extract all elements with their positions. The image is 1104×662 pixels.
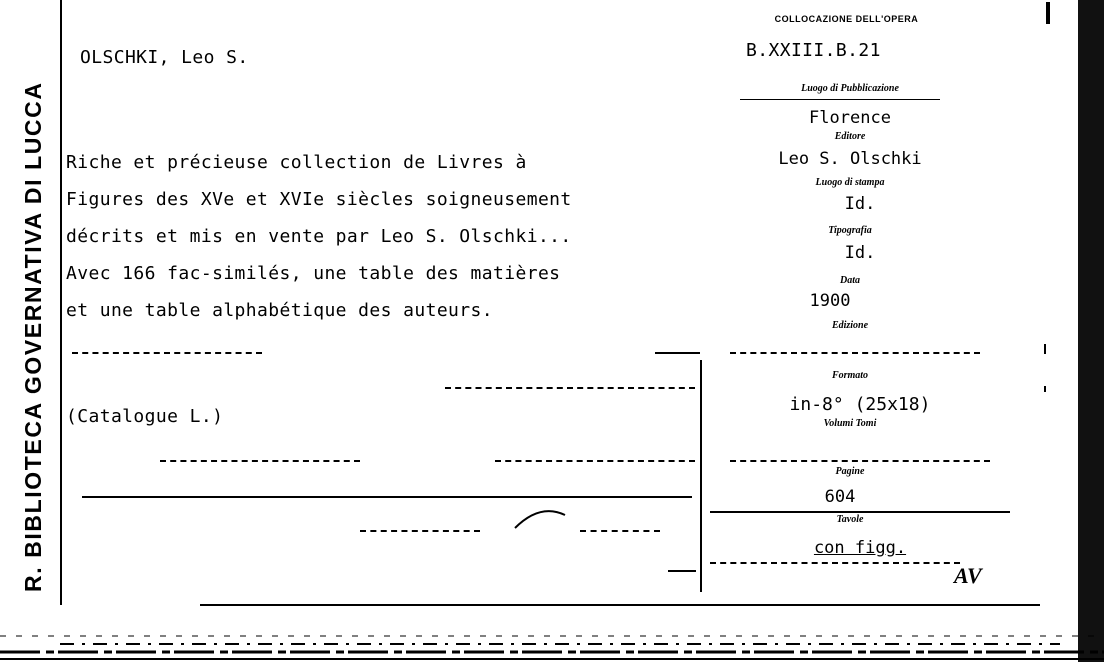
printer-label: Tipografia bbox=[828, 225, 872, 236]
ruled-line bbox=[730, 352, 980, 354]
title-line-1: Riche et précieuse collection de Livres à bbox=[66, 152, 527, 173]
title-line-3: décrits et mis en vente par Leo S. Olschki... bbox=[66, 226, 572, 247]
collocation-value: B.XXIII.B.21 bbox=[746, 40, 881, 61]
publisher-label: Editore bbox=[834, 131, 866, 142]
ruled-line bbox=[730, 460, 990, 462]
hole-punch-mark bbox=[1046, 2, 1050, 24]
printer-value: Id. bbox=[844, 243, 876, 263]
series-note: (Catalogue L.) bbox=[66, 406, 224, 427]
date-label: Data bbox=[840, 275, 860, 286]
collocation-label: COLLOCAZIONE DELL'OPERA bbox=[774, 14, 919, 24]
column-divider bbox=[700, 360, 702, 592]
field-rule bbox=[740, 99, 940, 100]
scan-edge-noise bbox=[0, 632, 1104, 662]
speck-mark bbox=[1044, 344, 1046, 354]
printing-place-label: Luogo di stampa bbox=[815, 177, 885, 188]
library-sidebar-label: R. BIBLIOTECA GOVERNATIVA DI LUCCA bbox=[20, 81, 46, 592]
ruled-line bbox=[360, 530, 480, 532]
plates-value: con figg. bbox=[813, 538, 907, 558]
author-heading: OLSCHKI, Leo S. bbox=[80, 47, 249, 68]
publisher-value: Leo S. Olschki bbox=[778, 149, 922, 169]
ruled-line bbox=[710, 562, 960, 564]
printing-place-value: Id. bbox=[844, 194, 876, 214]
ruled-line bbox=[668, 570, 696, 572]
title-line-4: Avec 166 fac-similés, une table des matières bbox=[66, 263, 561, 284]
pages-label: Pagine bbox=[835, 466, 865, 477]
edition-label: Edizione bbox=[831, 320, 869, 331]
pages-value: 604 bbox=[824, 487, 856, 507]
handwritten-mark: AV bbox=[954, 563, 982, 588]
format-label: Formato bbox=[831, 370, 869, 381]
ruled-line bbox=[580, 530, 660, 532]
volumes-label: Volumi Tomi bbox=[823, 418, 877, 429]
ruled-line bbox=[710, 511, 1010, 513]
stamp-arc bbox=[510, 503, 570, 533]
date-value: 1900 bbox=[809, 291, 851, 311]
card-edge-shadow bbox=[1078, 0, 1104, 662]
place-label: Luogo di Pubblicazione bbox=[801, 83, 899, 94]
left-margin-rule bbox=[60, 0, 62, 605]
ruled-line bbox=[655, 352, 700, 354]
title-line-2: Figures des XVe et XVIe siècles soigneusement bbox=[66, 189, 572, 210]
place-value: Florence bbox=[809, 108, 891, 128]
bottom-rule bbox=[200, 604, 1040, 606]
format-value: in-8° (25x18) bbox=[789, 394, 931, 415]
title-line-5: et une table alphabétique des auteurs. bbox=[66, 300, 494, 321]
ruled-line bbox=[445, 387, 695, 389]
ruled-line bbox=[72, 352, 262, 354]
speck-mark bbox=[1044, 386, 1046, 392]
plates-label: Tavole bbox=[836, 514, 864, 525]
ruled-line bbox=[82, 496, 692, 498]
ruled-line bbox=[495, 460, 695, 462]
ruled-line bbox=[160, 460, 360, 462]
